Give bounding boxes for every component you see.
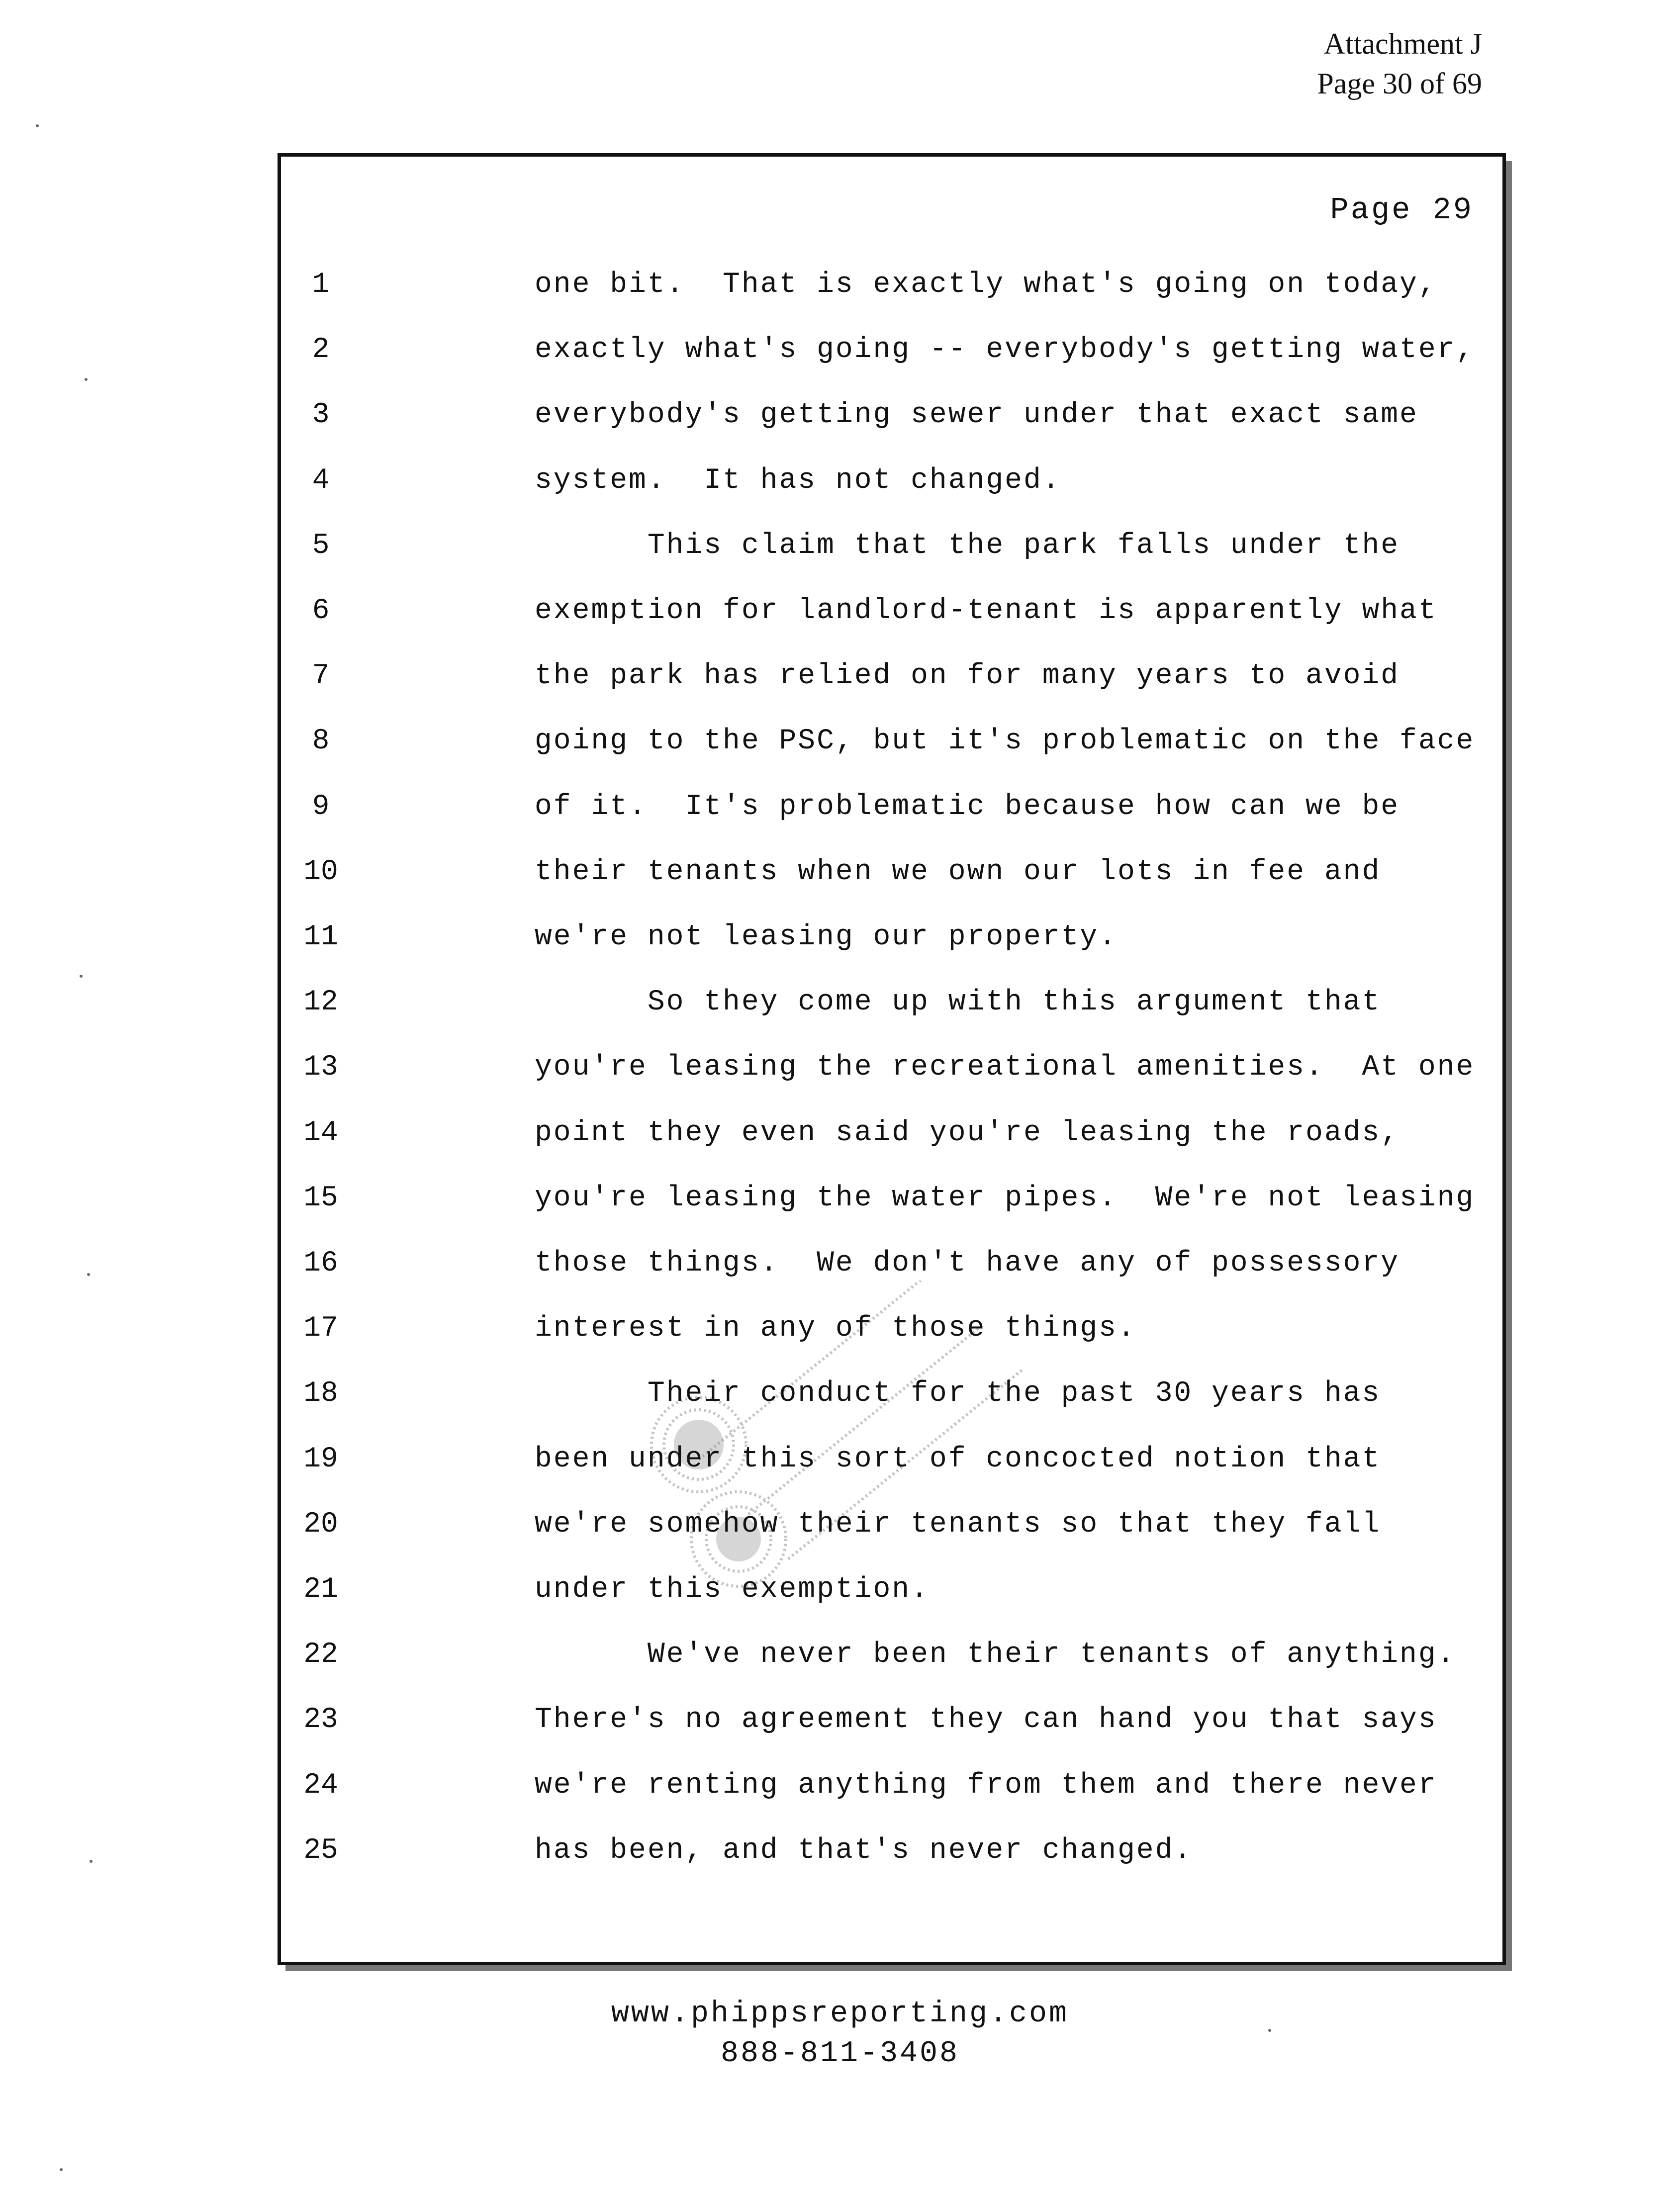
transcript-line	[281, 1117, 1502, 1177]
line-number: 20	[303, 1508, 338, 1541]
line-number: 23	[303, 1704, 338, 1736]
page-count: Page 30 of 69	[1317, 67, 1482, 100]
transcript-line	[281, 1834, 1502, 1894]
transcript-line	[281, 1182, 1502, 1242]
transcript-line	[281, 660, 1502, 720]
line-text: you're leasing the water pipes. We're not leasing	[535, 1182, 1475, 1214]
line-text: This claim that the park falls under the	[535, 529, 1400, 562]
line-number: 18	[303, 1377, 338, 1410]
line-text: those things. We don't have any of possessory	[535, 1247, 1400, 1279]
transcript-line	[281, 1377, 1502, 1437]
transcript-page-number: Page 29	[1330, 192, 1474, 228]
line-text: we're renting anything from them and there never	[535, 1769, 1437, 1802]
line-text: point they even said you're leasing the roads,	[535, 1116, 1400, 1149]
transcript-line	[281, 269, 1502, 328]
transcript-line	[281, 1704, 1502, 1763]
line-number: 19	[303, 1443, 338, 1475]
transcript-line	[281, 791, 1502, 850]
transcript-line	[281, 464, 1502, 524]
line-text: one bit. That is exactly what's going on today,	[535, 269, 1437, 301]
transcript-line	[281, 1639, 1502, 1698]
line-number: 24	[303, 1769, 338, 1802]
transcript-line	[281, 986, 1502, 1046]
line-number: 12	[303, 986, 338, 1019]
line-text: everybody's getting sewer under that exact same	[535, 399, 1418, 432]
footer	[0, 1994, 1680, 2074]
line-number: 15	[303, 1182, 338, 1214]
line-text: Their conduct for the past 30 years has	[535, 1377, 1381, 1410]
transcript-page	[278, 153, 1506, 1965]
line-number: 16	[303, 1247, 338, 1279]
line-number: 4	[312, 464, 330, 497]
line-number: 13	[303, 1051, 338, 1084]
transcript-line	[281, 725, 1502, 785]
line-number: 2	[312, 334, 330, 366]
transcript-line	[281, 856, 1502, 915]
line-number: 21	[303, 1573, 338, 1606]
line-text: of it. It's problematic because how can we be	[535, 790, 1400, 823]
footer-website: www.phippsreporting.com	[611, 1997, 1069, 2031]
line-text: the park has relied on for many years to avoid	[535, 660, 1400, 693]
attachment-header	[1317, 24, 1482, 103]
line-text: interest in any of those things.	[535, 1312, 1136, 1345]
line-text: been under this sort of concocted notion that	[535, 1443, 1381, 1475]
line-number: 1	[312, 269, 330, 301]
line-number: 22	[303, 1639, 338, 1671]
line-number: 5	[312, 529, 330, 562]
transcript-line	[281, 1247, 1502, 1307]
line-text: their tenants when we own our lots in fee and	[535, 855, 1381, 888]
line-text: we're not leasing our property.	[535, 921, 1118, 953]
line-text: going to the PSC, but it's problematic on the face	[535, 725, 1475, 758]
line-text: There's no agreement they can hand you that says	[535, 1704, 1437, 1736]
line-text: we're somehow their tenants so that they fall	[535, 1508, 1381, 1541]
line-number: 11	[303, 921, 338, 953]
line-number: 7	[312, 660, 330, 693]
footer-phone: 888-811-3408	[720, 2037, 960, 2071]
transcript-line	[281, 1508, 1502, 1568]
line-number: 3	[312, 399, 330, 432]
transcript-line	[281, 334, 1502, 393]
transcript-line	[281, 530, 1502, 589]
line-number: 6	[312, 595, 330, 627]
transcript-line	[281, 1051, 1502, 1111]
line-text: exemption for landlord-tenant is apparently what	[535, 595, 1437, 627]
line-text: system. It has not changed.	[535, 464, 1061, 497]
line-text: under this exemption.	[535, 1573, 930, 1606]
line-text: So they come up with this argument that	[535, 986, 1381, 1019]
line-number: 9	[312, 790, 330, 823]
line-text: has been, and that's never changed.	[535, 1834, 1193, 1867]
line-number: 10	[303, 855, 338, 888]
line-number: 8	[312, 725, 330, 758]
transcript-line	[281, 921, 1502, 981]
attachment-label: Attachment J	[1323, 27, 1482, 60]
line-text: exactly what's going -- everybody's getting water,	[535, 334, 1475, 366]
line-text: We've never been their tenants of anything.	[535, 1639, 1456, 1671]
transcript-line	[281, 1573, 1502, 1633]
transcript-line	[281, 1312, 1502, 1372]
transcript-line	[281, 1769, 1502, 1829]
line-text: you're leasing the recreational amenities. At one	[535, 1051, 1475, 1084]
transcript-line	[281, 399, 1502, 458]
line-number: 14	[303, 1116, 338, 1149]
line-number: 25	[303, 1834, 338, 1867]
transcript-line	[281, 595, 1502, 654]
transcript-line	[281, 1443, 1502, 1503]
line-number: 17	[303, 1312, 338, 1345]
